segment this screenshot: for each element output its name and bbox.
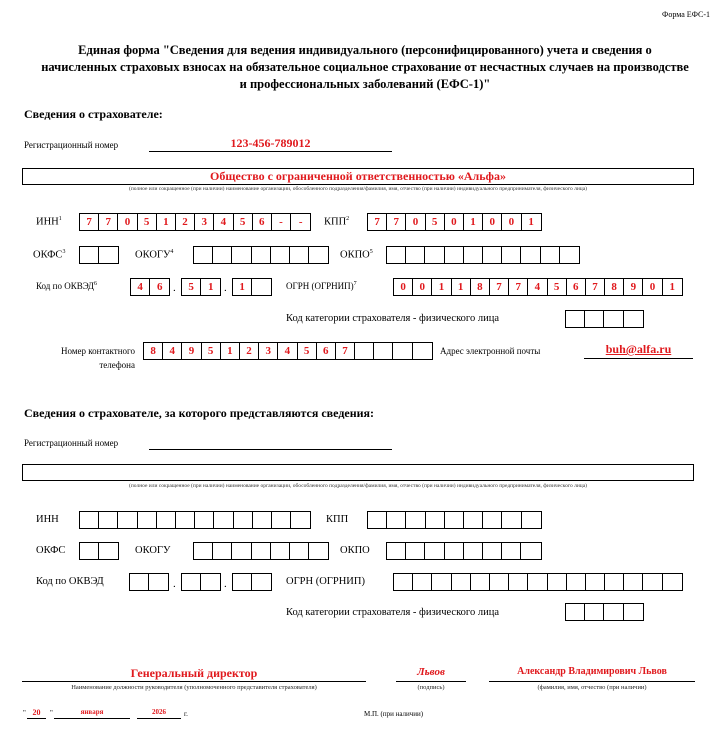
digit-cell[interactable] (541, 247, 560, 263)
okogu-cells[interactable] (193, 246, 329, 264)
reported-okfs-label: ОКФС (36, 545, 66, 556)
digit-cell[interactable] (368, 512, 387, 528)
digit-cell[interactable] (138, 512, 157, 528)
inn-cells[interactable] (79, 213, 311, 231)
digit-cell[interactable] (452, 574, 471, 590)
digit-cell[interactable]: 9 (624, 279, 643, 295)
reported-category-cells[interactable] (565, 603, 644, 621)
digit-cell[interactable] (394, 574, 413, 590)
digit-cell[interactable] (567, 574, 586, 590)
digit-cell[interactable] (586, 574, 605, 590)
digit-cell[interactable]: - (272, 214, 291, 230)
digit-cell[interactable] (604, 604, 623, 620)
digit-cell[interactable]: 1 (208, 281, 214, 293)
digit-cell[interactable]: 5 (182, 279, 201, 295)
digit-cell[interactable] (201, 574, 220, 590)
reported-okved-cells-1[interactable] (129, 573, 169, 591)
digit-cell[interactable] (80, 543, 99, 559)
digit-cell[interactable] (566, 604, 585, 620)
signature-field[interactable]: Львов (396, 666, 466, 682)
digit-cell[interactable] (624, 604, 643, 620)
digit-cell[interactable] (406, 247, 425, 263)
digit-cell[interactable]: 1 (432, 279, 451, 295)
digit-cell[interactable] (309, 247, 328, 263)
digit-cell[interactable] (290, 543, 309, 559)
digit-cell[interactable] (252, 247, 271, 263)
digit-cell[interactable]: 0 (502, 214, 521, 230)
digit-cell[interactable]: 0 (406, 214, 425, 230)
form-code: Форма ЕФС-1 (662, 10, 710, 19)
date-year-field[interactable]: 2026 (137, 708, 181, 719)
reported-ogrn-label: ОГРН (ОГРНИП) (286, 576, 365, 587)
digit-cell[interactable]: 8 (144, 343, 163, 359)
digit-cell[interactable]: 5 (138, 214, 157, 230)
digit-cell[interactable] (194, 247, 213, 263)
digit-cell[interactable]: 8 (471, 279, 490, 295)
digit-cell[interactable] (406, 512, 425, 528)
digit-cell[interactable] (643, 574, 662, 590)
digit-cell[interactable]: 7 (490, 279, 509, 295)
digit-cell[interactable]: 5 (202, 343, 221, 359)
digit-cell[interactable]: 0 (413, 279, 432, 295)
digit-cell[interactable] (483, 543, 502, 559)
kpp-label: КПП$^2$ (324, 216, 350, 228)
digit-cell[interactable] (252, 543, 271, 559)
digit-cell[interactable] (194, 543, 213, 559)
reg-number-label: Регистрационный номер (24, 140, 119, 150)
digit-cell[interactable]: 7 (368, 214, 387, 230)
digit-cell[interactable] (309, 543, 328, 559)
date-day-field[interactable]: 20 (27, 708, 46, 719)
digit-cell[interactable] (393, 343, 412, 359)
reported-org-name-caption: (полное или сокращенное (при наличии) наименование организации, обособленного подразделения/фамилия, имя, отчество (при наличии) индивидуального предпринимателя, физического лица) (129, 483, 587, 489)
reported-okpo-label: ОКПО (340, 545, 370, 556)
digit-cell[interactable]: 2 (240, 343, 259, 359)
digit-cell[interactable] (118, 512, 137, 528)
section-reported-insurer-title: Сведения о страхователе, за которого представляются сведения: (24, 406, 375, 420)
digit-cell[interactable] (214, 512, 233, 528)
digit-cell[interactable] (149, 574, 168, 590)
digit-cell[interactable] (502, 512, 521, 528)
digit-cell[interactable] (195, 512, 214, 528)
okpo-label: ОКПО$^5$ (340, 249, 373, 261)
inn-label: ИНН$^1$ (36, 216, 62, 228)
digit-cell[interactable] (624, 574, 643, 590)
digit-cell[interactable] (432, 574, 451, 590)
digit-cell[interactable] (387, 247, 406, 263)
okved-dot-2: . (224, 282, 227, 294)
digit-cell[interactable] (233, 574, 252, 590)
reported-inn-cells[interactable] (79, 511, 311, 529)
title-line-2: начисленных страховых взносах на обязательное социальное страхование от несчастных случаев на производстве (41, 60, 689, 74)
digit-cell[interactable]: 7 (586, 279, 605, 295)
digit-cell[interactable]: 1 (464, 214, 483, 230)
reported-org-name-field[interactable] (22, 464, 694, 481)
reported-okfs-cells[interactable] (79, 542, 119, 560)
category-cells[interactable] (565, 310, 644, 328)
digit-cell[interactable] (445, 512, 464, 528)
digit-cell[interactable] (560, 247, 579, 263)
digit-cell[interactable]: 5 (426, 214, 445, 230)
digit-cell[interactable] (425, 543, 444, 559)
digit-cell[interactable] (232, 247, 251, 263)
digit-cell[interactable]: 9 (182, 343, 201, 359)
digit-cell[interactable]: - (298, 216, 303, 228)
digit-cell[interactable] (522, 512, 541, 528)
digit-cell[interactable] (213, 247, 232, 263)
digit-cell[interactable]: 2 (176, 214, 195, 230)
reported-category-label: Код категории страхователя - физического лица (286, 607, 499, 618)
digit-cell[interactable] (80, 247, 99, 263)
stamp-label: М.П. (при наличии) (364, 710, 424, 718)
fio-caption: (фамилия, имя, отчество (при наличии) (537, 684, 647, 691)
digit-cell[interactable] (213, 543, 232, 559)
digit-cell[interactable]: 5 (548, 279, 567, 295)
kpp-cells[interactable] (367, 213, 542, 231)
digit-cell[interactable]: 0 (118, 214, 137, 230)
digit-cell[interactable]: 6 (317, 343, 336, 359)
digit-cell[interactable] (80, 512, 99, 528)
digit-cell[interactable]: 0 (483, 214, 502, 230)
reported-reg-number-field[interactable] (149, 434, 392, 450)
digit-cell[interactable] (585, 311, 604, 327)
reg-number-field[interactable]: 123-456-789012 (149, 136, 392, 152)
digit-cell[interactable] (528, 574, 547, 590)
digit-cell[interactable] (413, 343, 432, 359)
digit-cell[interactable] (445, 247, 464, 263)
digit-cell[interactable]: 7 (509, 279, 528, 295)
digit-cell[interactable] (483, 512, 502, 528)
digit-cell[interactable] (99, 512, 118, 528)
digit-cell[interactable] (176, 512, 195, 528)
digit-cell[interactable] (464, 512, 483, 528)
digit-cell[interactable] (406, 543, 425, 559)
ogrn-label: ОГРН (ОГРНИП)$^7$ (286, 281, 357, 291)
digit-cell[interactable] (471, 574, 490, 590)
digit-cell[interactable]: 0 (394, 279, 413, 295)
digit-cell[interactable] (604, 311, 623, 327)
signature-caption: (подпись) (417, 684, 445, 691)
digit-cell[interactable] (232, 543, 251, 559)
digit-cell[interactable] (252, 574, 271, 590)
digit-cell[interactable] (490, 574, 509, 590)
digit-cell[interactable] (290, 247, 309, 263)
position-field[interactable]: Генеральный директор (22, 666, 366, 682)
reported-okved-cells-2[interactable] (181, 573, 221, 591)
digit-cell[interactable]: 4 (278, 343, 297, 359)
form-title (20, 42, 710, 93)
digit-cell[interactable]: 0 (643, 279, 662, 295)
digit-cell[interactable]: 4 (131, 279, 150, 295)
digit-cell[interactable] (509, 574, 528, 590)
reported-okved-dot-2: . (224, 578, 227, 590)
digit-cell[interactable] (182, 574, 201, 590)
okfs-cells[interactable] (79, 246, 119, 264)
digit-cell[interactable] (426, 512, 445, 528)
reported-inn-label: ИНН (36, 514, 59, 525)
okved-label: Код по ОКВЭД$^6$ (36, 281, 98, 291)
digit-cell[interactable]: 1 (452, 279, 471, 295)
digit-cell[interactable] (291, 512, 310, 528)
reported-okogu-cells[interactable] (193, 542, 329, 560)
reported-kpp-cells[interactable] (367, 511, 542, 529)
digit-cell[interactable] (566, 311, 585, 327)
position-caption: Наименование должности руководителя (уполномоченного представителя страхователя) (71, 684, 317, 691)
digit-cell[interactable] (483, 247, 502, 263)
okved-cells-2[interactable] (181, 278, 221, 296)
digit-cell[interactable]: 3 (195, 214, 214, 230)
digit-cell[interactable]: 1 (233, 279, 252, 295)
digit-cell[interactable]: 1 (528, 216, 534, 228)
digit-cell[interactable] (585, 604, 604, 620)
fio-field[interactable]: Александр Владимирович Львов (489, 666, 695, 682)
digit-cell[interactable] (130, 574, 149, 590)
digit-cell[interactable] (99, 247, 118, 263)
digit-cell[interactable]: 7 (99, 214, 118, 230)
digit-cell[interactable] (425, 247, 444, 263)
digit-cell[interactable] (445, 543, 464, 559)
email-label: Адрес электронной почты (440, 346, 541, 356)
okpo-cells[interactable] (386, 246, 580, 264)
digit-cell[interactable]: 8 (605, 279, 624, 295)
digit-cell[interactable] (252, 279, 271, 295)
ogrn-cells[interactable] (393, 278, 683, 296)
digit-cell[interactable] (413, 574, 432, 590)
digit-cell[interactable] (521, 247, 540, 263)
reported-okved-label: Код по ОКВЭД (36, 576, 104, 587)
section-insurer-title: Сведения о страхователе: (24, 107, 163, 121)
digit-cell[interactable] (99, 543, 118, 559)
okved-dot-1: . (173, 282, 176, 294)
date-quote-close: " (50, 709, 53, 717)
org-name-field[interactable]: Общество с ограниченной ответственностью «Альфа» (22, 168, 694, 185)
digit-cell[interactable] (464, 247, 483, 263)
reported-kpp-label: КПП (326, 514, 349, 525)
reported-reg-number-label: Регистрационный номер (24, 438, 119, 448)
digit-cell[interactable]: 4 (214, 214, 233, 230)
title-line-3: и профессиональных заболеваний (ЕФС-1)" (239, 77, 491, 91)
digit-cell[interactable] (464, 543, 483, 559)
category-label: Код категории страхователя - физического лица (286, 313, 499, 324)
reported-okogu-label: ОКОГУ (135, 545, 171, 556)
digit-cell[interactable]: 6 (157, 281, 163, 293)
reported-okpo-cells[interactable] (386, 542, 542, 560)
digit-cell[interactable] (387, 512, 406, 528)
okogu-label: ОКОГУ$^4$ (135, 249, 174, 261)
digit-cell[interactable] (521, 543, 540, 559)
digit-cell[interactable] (502, 247, 521, 263)
digit-cell[interactable]: 1 (157, 214, 176, 230)
okved-cells-1[interactable] (130, 278, 170, 296)
digit-cell[interactable] (605, 574, 624, 590)
phone-label: Номер контактного телефона (60, 346, 135, 370)
date-quote-open: " (23, 709, 26, 717)
digit-cell[interactable]: 4 (163, 343, 182, 359)
digit-cell[interactable]: 5 (234, 214, 253, 230)
digit-cell[interactable] (234, 512, 253, 528)
email-field[interactable]: buh@alfa.ru (584, 340, 693, 359)
digit-cell[interactable] (157, 512, 176, 528)
digit-cell[interactable] (374, 343, 393, 359)
digit-cell[interactable] (272, 512, 291, 528)
org-name-caption: (полное или сокращенное (при наличии) наименование организации, обособленного подразделения/фамилия, имя, отчество (при наличии) индивидуального предпринимателя, физического лица) (129, 186, 587, 192)
digit-cell[interactable]: 6 (253, 214, 272, 230)
reported-ogrn-cells[interactable] (393, 573, 683, 591)
digit-cell[interactable]: 0 (445, 214, 464, 230)
okfs-label: ОКФС$^3$ (33, 249, 66, 261)
digit-cell[interactable]: 6 (567, 279, 586, 295)
digit-cell[interactable] (502, 543, 521, 559)
digit-cell[interactable] (663, 574, 682, 590)
date-suffix: г. (184, 710, 188, 718)
digit-cell[interactable] (355, 343, 374, 359)
digit-cell[interactable] (271, 543, 290, 559)
digit-cell[interactable]: 7 (336, 343, 355, 359)
digit-cell[interactable] (624, 311, 643, 327)
reported-okved-dot-1: . (173, 578, 176, 590)
title-line-1: Единая форма "Сведения для ведения индивидуального (персонифицированного) учета и сведения о (78, 43, 652, 57)
date-month-field[interactable]: января (54, 708, 130, 719)
digit-cell[interactable]: 1 (669, 281, 675, 293)
digit-cell[interactable]: 4 (528, 279, 547, 295)
digit-cell[interactable]: 7 (80, 214, 99, 230)
reported-okved-cells-3[interactable] (232, 573, 272, 591)
okved-cells-3[interactable] (232, 278, 272, 296)
digit-cell[interactable] (387, 543, 406, 559)
digit-cell[interactable]: 7 (387, 214, 406, 230)
digit-cell[interactable]: 3 (259, 343, 278, 359)
digit-cell[interactable] (271, 247, 290, 263)
digit-cell[interactable] (548, 574, 567, 590)
phone-cells[interactable] (143, 342, 433, 360)
digit-cell[interactable] (253, 512, 272, 528)
digit-cell[interactable]: 5 (298, 343, 317, 359)
digit-cell[interactable]: 1 (221, 343, 240, 359)
